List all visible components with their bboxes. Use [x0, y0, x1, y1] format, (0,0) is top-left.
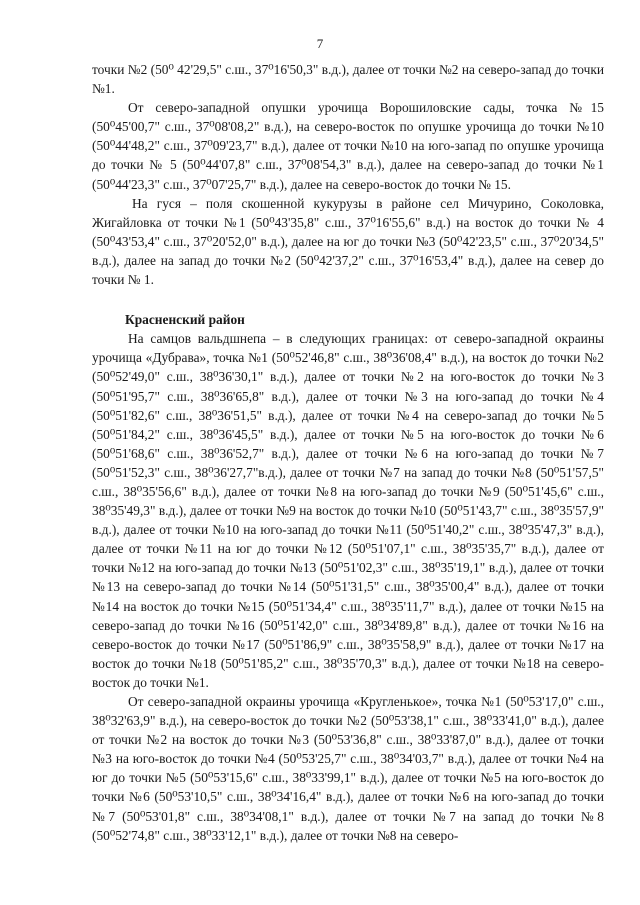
- paragraph-woodcock-dubrava: На самцов вальдшнепа – в следующих границах: от северо-западной окраины урочища «Дубрава», точка №1 (50⁰52'46,8" с.ш., 38⁰36'08,4" в.д.), на восток до точки №2 (50⁰52'49,0" с.ш., 38⁰36'30,1" в.д.), далее от точки №2 на юго-восток до точки №3 (50⁰51'95,7" с.ш., 38⁰36'65,8" в.д.), далее от точки №3 на юго-запад до точки №4 (50⁰51'82,6" с.ш., 38⁰36'51,5" в.д.), далее от точки №4 на северо-запад до точки №5 (50⁰51'84,2" с.ш., 38⁰36'45,5" в.д.), далее от точки №5 на юго-восток до точки №6 (50⁰51'68,6" с.ш., 38⁰36'52,7" в.д.), далее от точки №6 на юго-запад до точки №7 (50⁰51'52,3" с.ш., 38⁰36'27,7"в.д.), далее от точки №7 на запад до точки №8 (50⁰51'57,5" с.ш., 38⁰35'56,6" в.д.), далее от точки №8 на юго-запад до точки №9 (50⁰51'45,6" с.ш., 38⁰35'49,3" в.д.), далее от точки №9 на восток до точки №10 (50⁰51'43,7" с.ш., 38⁰35'57,9" в.д.), далее от точки №10 на юго-запад до точки №11 (50⁰51'40,2" с.ш., 38⁰35'47,3" в.д.), далее от точки №11 на юг до точки №12 (50⁰51'07,1" с.ш., 38⁰35'35,7" в.д.), далее от точки №12 на юго-запад до точки №13 (50⁰51'02,3" с.ш., 38⁰35'19,1" в.д.), далее от точки №13 на северо-запад до точки №14 (50⁰51'31,5" с.ш., 38⁰35'00,4" в.д.), далее от точки №14 на восток до точки №15 (50⁰51'34,4" с.ш., 38⁰35'11,7" в.д.), далее от точки №15 на северо-запад до точки №16 (50⁰51'42,0" с.ш., 38⁰34'89,8" в.д.), далее от точки №16 на северо-восток до точки №17 (50⁰51'86,9" с.ш., 38⁰35'58,9" в.д.), далее от точки №17 на восток до точки №18 (50⁰51'85,2" с.ш., 38⁰35'70,3" в.д.), далее от точки №18 на северо-восток до точки №1.: [92, 331, 604, 690]
- paragraph-voroshilovskie-sady: От северо-западной опушки урочища Ворошиловские сады, точка №15 (50⁰45'00,7" с.ш., 37⁰08'08,2" в.д.), на северо-восток по опушке урочища до точки №10 (50⁰44'48,2" с.ш., 37⁰09'23,7" в.д.), далее от точки №10 на юго-запад по опушке урочища до точки № 5 (50⁰44'07,8" с.ш., 37⁰08'54,3" в.д.), далее на северо-запад до точки №1 (50⁰44'23,3" с.ш., 37⁰07'25,7" в.д.), далее на северо-восток до точки № 15.: [92, 100, 604, 192]
- paragraph-continuation: точки №2 (50⁰ 42'29,5" с.ш., 37⁰16'50,3" в.д.), далее от точки №2 на северо-запад до точки №1.: [92, 62, 604, 97]
- page-number: 7: [316, 36, 324, 51]
- paragraph-kruglenkoe: От северо-западной окраины урочища «Кругленькое», точка №1 (50⁰53'17,0" с.ш., 38⁰32'63,9" в.д.), на северо-восток до точки №2 (50⁰53'38,1" с.ш., 38⁰33'41,0" в.д.), далее от точки №2 на восток до точки №3 (50⁰53'36,8" с.ш., 38⁰33'87,0" в.д.), далее от точки №3 на юго-восток до точки №4 (50⁰53'25,7" с.ш., 38⁰34'03,7" в.д.), далее от точки №4 на юг до точки №5 (50⁰53'15,6" с.ш., 38⁰33'99,1" в.д.), далее от точки №5 на юго-восток до точки №6 (50⁰53'10,5" с.ш., 38⁰34'16,4" в.д.), далее от точки №6 на юго-запад до точки №7 (50⁰53'01,8" с.ш., 38⁰34'08,1" в.д.), далее от точки №7 на запад до точки №8 (50⁰52'74,8" с.ш., 38⁰33'12,1" в.д.), далее от точки №8 на северо-: [92, 694, 604, 843]
- section-heading-krasnensky: Красненский район: [125, 312, 245, 328]
- paragraph-geese: На гуся – поля скошенной кукурузы в районе сел Мичурино, Соколовка, Жигайловка от точки №1 (50⁰43'35,8" с.ш., 37⁰16'55,6" в.д.) на восток до точки № 4 (50⁰43'53,4" с.ш., 37⁰20'52,0" в.д.), далее на юг до точки №3 (50⁰42'23,5" с.ш., 37⁰20'34,5" в.д.), далее на запад до точки №2 (50⁰42'37,2" с.ш., 37⁰16'53,4" в.д.), далее на север до точки № 1.: [92, 195, 604, 288]
- document-body: [92, 60, 604, 845]
